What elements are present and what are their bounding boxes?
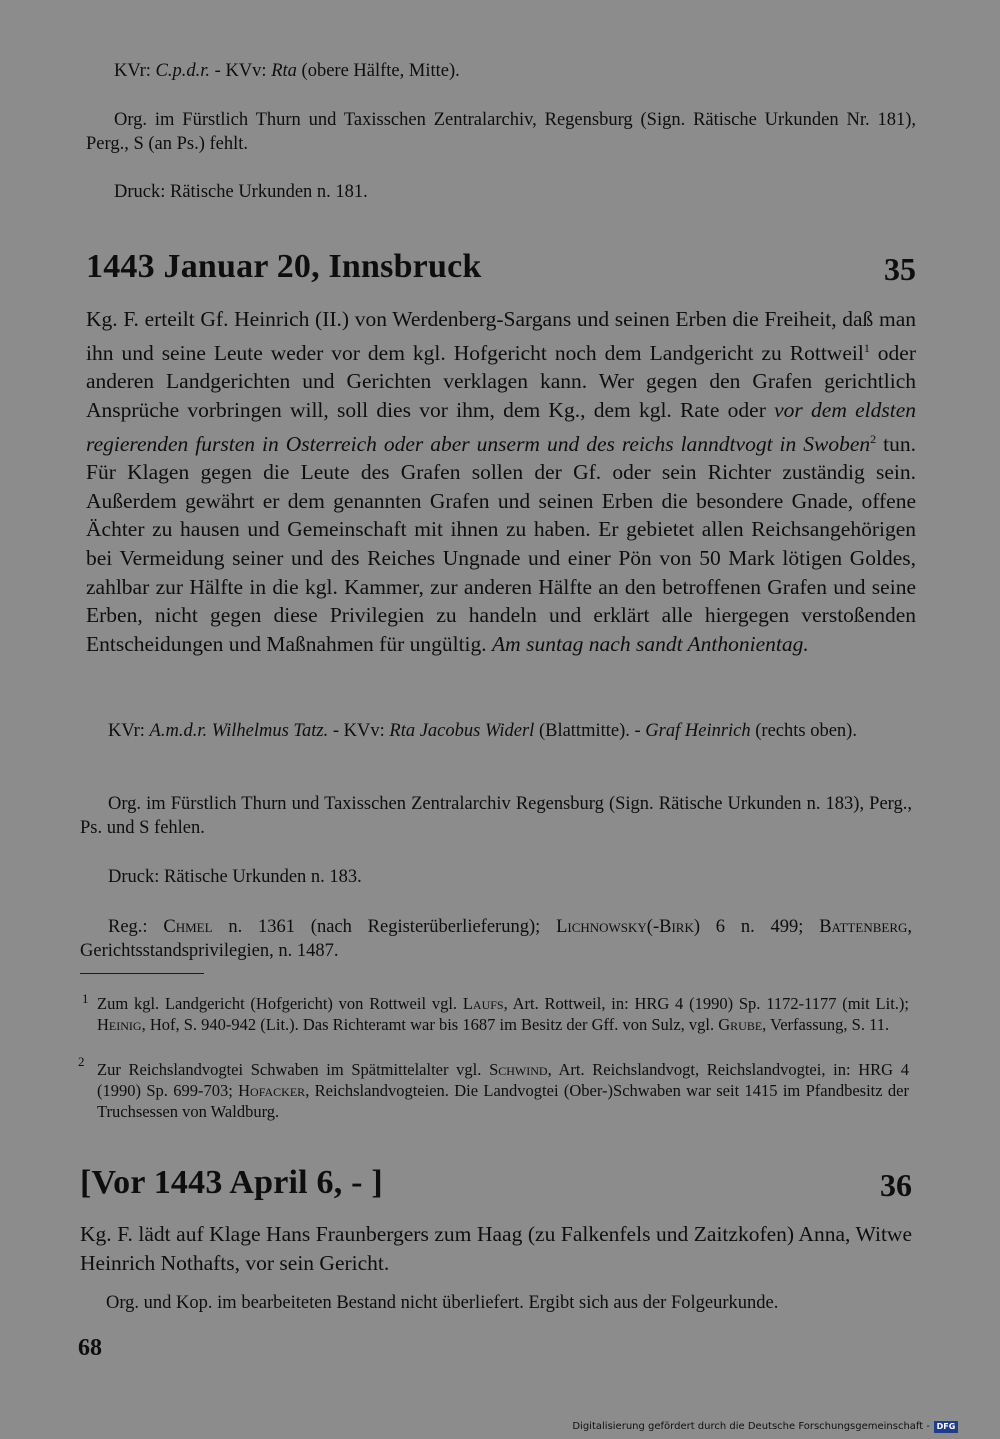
regest-quote-1: vor dem eldsten regierenden fursten in Osterreich oder aber unserm und des reichs lanndtvogt in Swoben [86, 397, 916, 456]
doc36-regest: Kg. F. lädt auf Klage Hans Fraunbergers zum Haag (zu Falkenfels und Zaitzkofen) Anna, Witwe Heinrich Nothafts, vor sein Gericht. [80, 1222, 912, 1275]
doc35-heading: 1443 Januar 20, Innsbruck [86, 248, 482, 285]
doc36-org: Org. und Kop. im bearbeiteten Bestand nicht überliefert. Ergibt sich aus der Folgeurkunde. [106, 1293, 779, 1313]
reg-mid: n. 1361 (nach Registerüberlieferung); [212, 917, 557, 937]
footnote-1 [97, 993, 909, 1035]
kv-mid: - KVv: [210, 61, 272, 81]
footnote-2 [97, 1059, 909, 1122]
doc36-number: 36 [880, 1167, 912, 1203]
footnote-ref-1: 1 [863, 340, 870, 355]
footnote-1-mark: 1 [82, 991, 89, 1006]
footnote-1-text-d: , Verfassung, S. 11. [762, 1015, 890, 1034]
reg-lichnowsky: Lichnowsky(-Birk) [556, 917, 701, 937]
kv-prefix: KVr: [114, 61, 156, 81]
doc35-reg [80, 915, 912, 963]
reg-chmel: Chmel [163, 917, 213, 937]
kv-prefix: KVr: [108, 721, 150, 741]
reg-prefix: Reg.: [108, 917, 164, 937]
dfg-footer [572, 1419, 958, 1435]
footnote-2-text-b: , Art. Reichslandvogt, Reichslandvogtei, in: HRG 4 (1990) Sp. 699-703; [97, 1060, 909, 1100]
kv-mid2: (Blattmitte). - [534, 721, 646, 741]
footnote-separator [80, 973, 204, 974]
doc35-number: 35 [884, 251, 916, 287]
footnote-2-author-hofacker: Hofacker [238, 1081, 306, 1100]
footnote-2-mark: 2 [78, 1054, 85, 1069]
doc35-regest [86, 305, 916, 658]
regest-text-1: Kg. F. erteilt Gf. Heinrich (II.) von Werdenberg-Sargans und seinen Erben die Freiheit, daß man ihn und seine Leute weder vor dem kgl. Hofgericht noch dem Landgericht zu Rottweil [86, 307, 916, 365]
kv-rta: Rta [271, 61, 297, 81]
regest-quote-2: Am suntag nach sandt Anthonientag. [492, 631, 809, 656]
footnote-1-text-c: , Hof, S. 940-942 (Lit.). Das Richteramt war bis 1687 im Besitz der Gff. von Sulz, vgl. [141, 1015, 719, 1034]
doc35-kv-line [80, 719, 912, 743]
footnote-2-author-schwind: Schwind [489, 1060, 548, 1079]
kv-cpdr: C.p.d.r. [155, 61, 211, 81]
doc34-org: Org. im Fürstlich Thurn und Taxisschen Zentralarchiv, Regensburg (Sign. Rätische Urkunden Nr. 181), Perg., S (an Ps.) fehlt. [86, 110, 916, 154]
kv-suffix: (obere Hälfte, Mitte). [296, 61, 460, 81]
footnote-1-author-heinig: Heinig [97, 1015, 142, 1034]
doc34-kv-line [114, 59, 914, 83]
kv-suffix: (rechts oben). [750, 721, 857, 741]
footnote-ref-2: 2 [870, 431, 877, 446]
doc35-org: Org. im Fürstlich Thurn und Taxisschen Zentralarchiv Regensburg (Sign. Rätische Urkunden n. 183), Perg., Ps. und S fehlen. [80, 794, 912, 838]
page-number: 68 [78, 1335, 102, 1361]
regest-text-3: tun. Für Klagen gegen die Leute des Grafen sollen der Gf. oder sein Richter zuständig sein. Außerdem gewährt er dem genannten Grafen und seinen Erben die besondere Gnade, offene Ächter zu hausen und Gemeinschaft mit ihnen zu haben. Er gebietet allen Reichsangehörigen bei Vermeidung seiner und des Reiches Ungnade und einer Pön von 50 Mark lötigen Goldes, zahlbar zur Hälfte in die kgl. Kammer, zur anderen Hälfte an den betroffenen Grafen und seine Erben, nicht gegen diese Privilegien zu handeln und erklärt alle hiergegen verstoßenden Entscheidungen und Maßnahmen für ungültig. [86, 431, 916, 656]
footnote-1-text-b: , Art. Rottweil, in: HRG 4 (1990) Sp. 1172-1177 (mit Lit.); [503, 994, 909, 1013]
dfg-logo-icon: DFG [934, 1421, 958, 1433]
regest-text-2: oder anderen Landgerichten und Gerichten verklagen kann. Wer gegen den Grafen gerichtlich Ansprüche vorbringen will, soll dies vor ihm, dem Kg., dem kgl. Rate oder [86, 340, 916, 422]
doc36-heading: [Vor 1443 April 6, - ] [80, 1164, 383, 1201]
footnote-2-text-c: , Reichslandvogteien. Die Landvogtei (Ober-)Schwaben war seit 1415 im Pfandbesitz der Truchsessen von Waldburg. [97, 1081, 909, 1121]
kv-graf: Graf Heinrich [645, 721, 751, 741]
reg-mid2: 6 n. 499; [700, 917, 820, 937]
footnote-2-text-a: Zur Reichslandvogtei Schwaben im Spätmittelalter vgl. [97, 1060, 490, 1079]
doc35-druck: Druck: Rätische Urkunden n. 183. [108, 867, 362, 887]
kv-rta: Rta Jacobus Widerl [389, 721, 535, 741]
reg-battenberg: Battenberg [819, 917, 908, 937]
doc34-druck: Druck: Rätische Urkunden n. 181. [114, 182, 368, 202]
footnote-1-author-laufs: Laufs [462, 994, 504, 1013]
kv-mid: - KVv: [328, 721, 390, 741]
dfg-footer-text: Digitalisierung gefördert durch die Deutsche Forschungsgemeinschaft - [572, 1421, 930, 1432]
footnote-1-author-grube: Grube [718, 1015, 763, 1034]
kv-amdr: A.m.d.r. Wilhelmus Tatz. [149, 721, 329, 741]
footnote-1-text-a: Zum kgl. Landgericht (Hofgericht) von Rottweil vgl. [97, 994, 463, 1013]
reg-suffix: , Gerichtsstandsprivilegien, n. 1487. [80, 917, 912, 961]
